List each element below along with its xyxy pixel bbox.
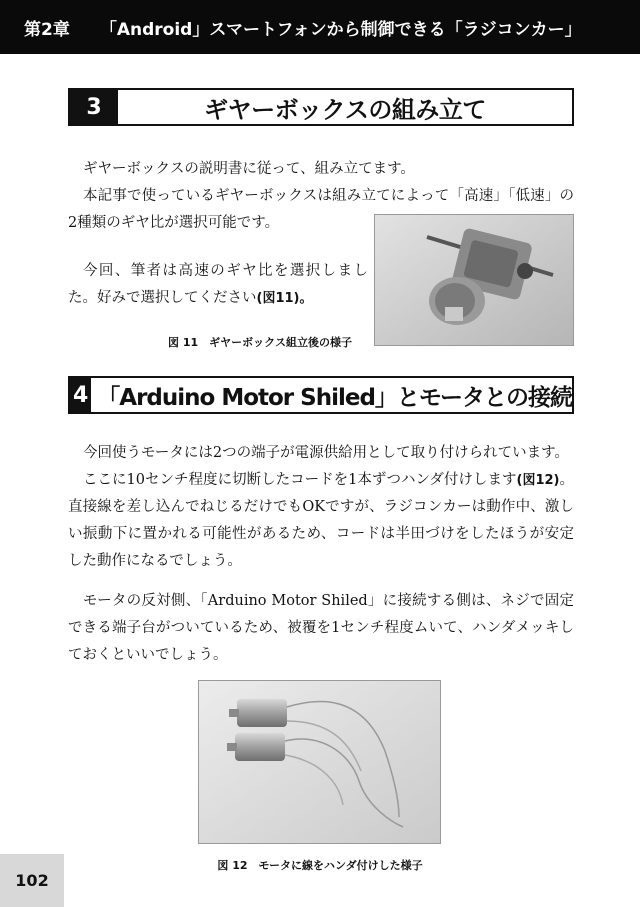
section-4-paragraph-2 [68,467,574,575]
chapter-label: 第2章 [24,19,70,40]
section-3-paragraph-1: ギヤーボックスの説明書に従って、組み立てます。 [83,161,415,177]
figure-12-motors-photo [198,680,441,844]
figure-11-caption: 図 11 ギヤーボックス組立後の様子 [167,336,353,349]
section-3-heading [68,88,574,126]
section-4-heading [68,376,574,414]
section-3-paragraph-2: 本記事で使っているギヤーボックスは組み立てによって「高速」「低速」の2種類のギヤ比が選択可能です。 [68,188,574,231]
section-3-paragraph-3 [68,258,368,312]
section-4-paragraph-2-text: ここに10センチ程度に切断したコードを1本ずつハンダ付けします [83,472,517,488]
page-number: 102 [0,854,64,907]
running-header [0,0,640,54]
section-3-title: ギヤーボックスの組み立て [204,95,486,124]
chapter-title: 「Android」スマートフォンから制御できる「ラジコンカー」 [99,19,582,40]
section-4-paragraph-1: 今回使うモータには2つの端子が電源供給用として取り付けられています。 [83,445,569,461]
figure-11-reference: (図11)。 [256,291,313,306]
section-4-paragraph-2-rest: 。直接線を差し込んでねじるだけでもOKですが、ラジコンカーは動作中、激しい振動下に置かれる可能性があるため、コードは半田づけをしたほうが安定した動作になるでしょう。 [68,472,574,569]
figure-12-reference: (図12) [516,473,560,488]
section-3-paragraph-3-text: 今回、筆者は高速のギヤ比を選択しました。好みで選択してください [68,263,368,306]
section-4-title: 「Arduino Motor Shiled」とモータとの接続 [97,384,572,411]
figure-11-gearbox-photo [374,214,574,346]
figure-12-caption: 図 12 モータに線をハンダ付けした様子 [217,859,423,872]
section-4-number: 4 [70,378,91,412]
section-3-number: 3 [70,90,118,124]
section-4-paragraph-3: モータの反対側、「Arduino Motor Shiled」に接続する側は、ネジで固定できる端子台がついているため、被覆を1センチ程度ムいて、ハンダメッキしておくといいでしょう。 [68,593,574,663]
